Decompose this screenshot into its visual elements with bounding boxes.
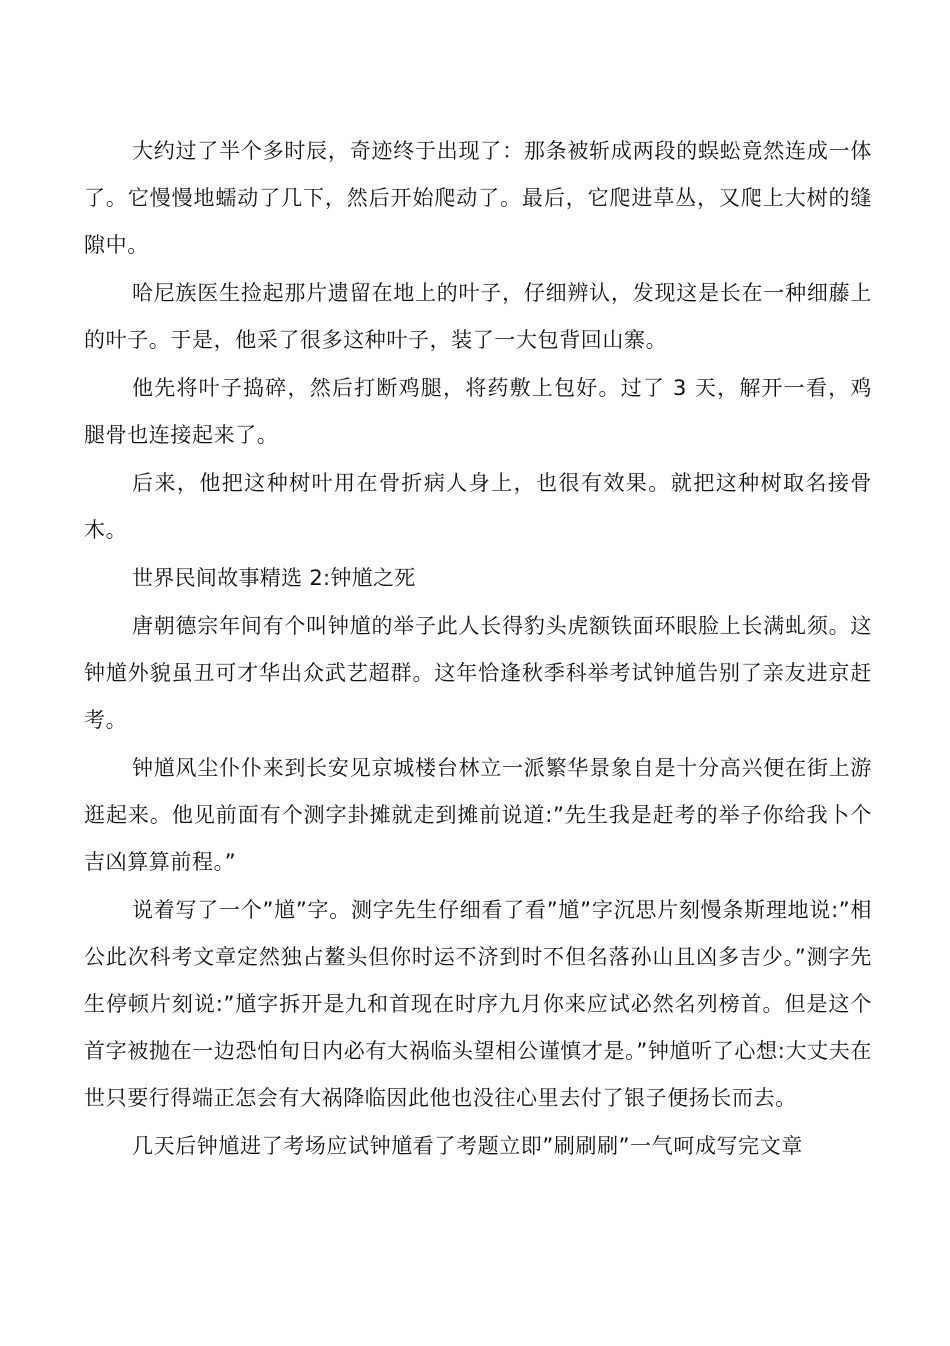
- paragraph-zhongkui-arrives-changan: 钟馗风尘仆仆来到长安见京城楼台林立一派繁华景象自是十分高兴便在街上游逛起来。他见前面有个测字卦摊就走到摊前说道:”先生我是赶考的举子你给我卜个吉凶算算前程。”: [84, 756, 872, 874]
- section-heading: 世界民间故事精选 2:钟馗之死: [132, 566, 416, 590]
- paragraph-doctor-collects-leaves: 哈尼族医生捡起那片遗留在地上的叶子，仔细辨认，发现这是长在一种细藤上的叶子。于是，他采了很多这种叶子，装了一大包背回山寨。: [84, 281, 872, 352]
- paragraph-exam: 几天后钟馗进了考场应试钟馗看了考题立即”刷刷刷”一气呵成写完文章: [132, 1134, 803, 1158]
- paragraph-centipede-revives: 大约过了半个多时辰，奇迹终于出现了：那条被斩成两段的蜈蚣竟然连成一体了。它慢慢地蠕动了几下，然后开始爬动了。最后，它爬进草丛，又爬上大树的缝隙中。: [84, 139, 872, 257]
- document-body: [84, 128, 872, 1170]
- paragraph-name-jiegumu: 后来，他把这种树叶用在骨折病人身上，也很有效果。就把这种树取名接骨木。: [84, 471, 872, 542]
- paragraph-fortune-telling: 说着写了一个”馗”字。测字先生仔细看了看”馗”字沉思片刻慢条斯理地说:”相公此次科考文章定然独占鳌头但你时运不济到时不但名落孙山且凶多吉少。”测字先生停顿片刻说:”馗字拆开是九和首现在时序九月你来应试必然名列榜首。但是这个首字被抛在一边恐怕旬日内必有大祸临头望相公谨慎才是。”钟馗听了心想:大丈夫在世只要行得端正怎会有大祸降临因此他也没往心里去付了银子便扬长而去。: [84, 898, 872, 1110]
- paragraph-zhongkui-intro: 唐朝德宗年间有个叫钟馗的举子此人长得豹头虎额铁面环眼脸上长满虬须。这钟馗外貌虽丑可才华出众武艺超群。这年恰逢秋季科举考试钟馗告别了亲友进京赶考。: [84, 614, 872, 732]
- paragraph-chicken-leg-test: 他先将叶子捣碎，然后打断鸡腿，将药敷上包好。过了 3 天，解开一看，鸡腿骨也连接起来了。: [84, 376, 872, 447]
